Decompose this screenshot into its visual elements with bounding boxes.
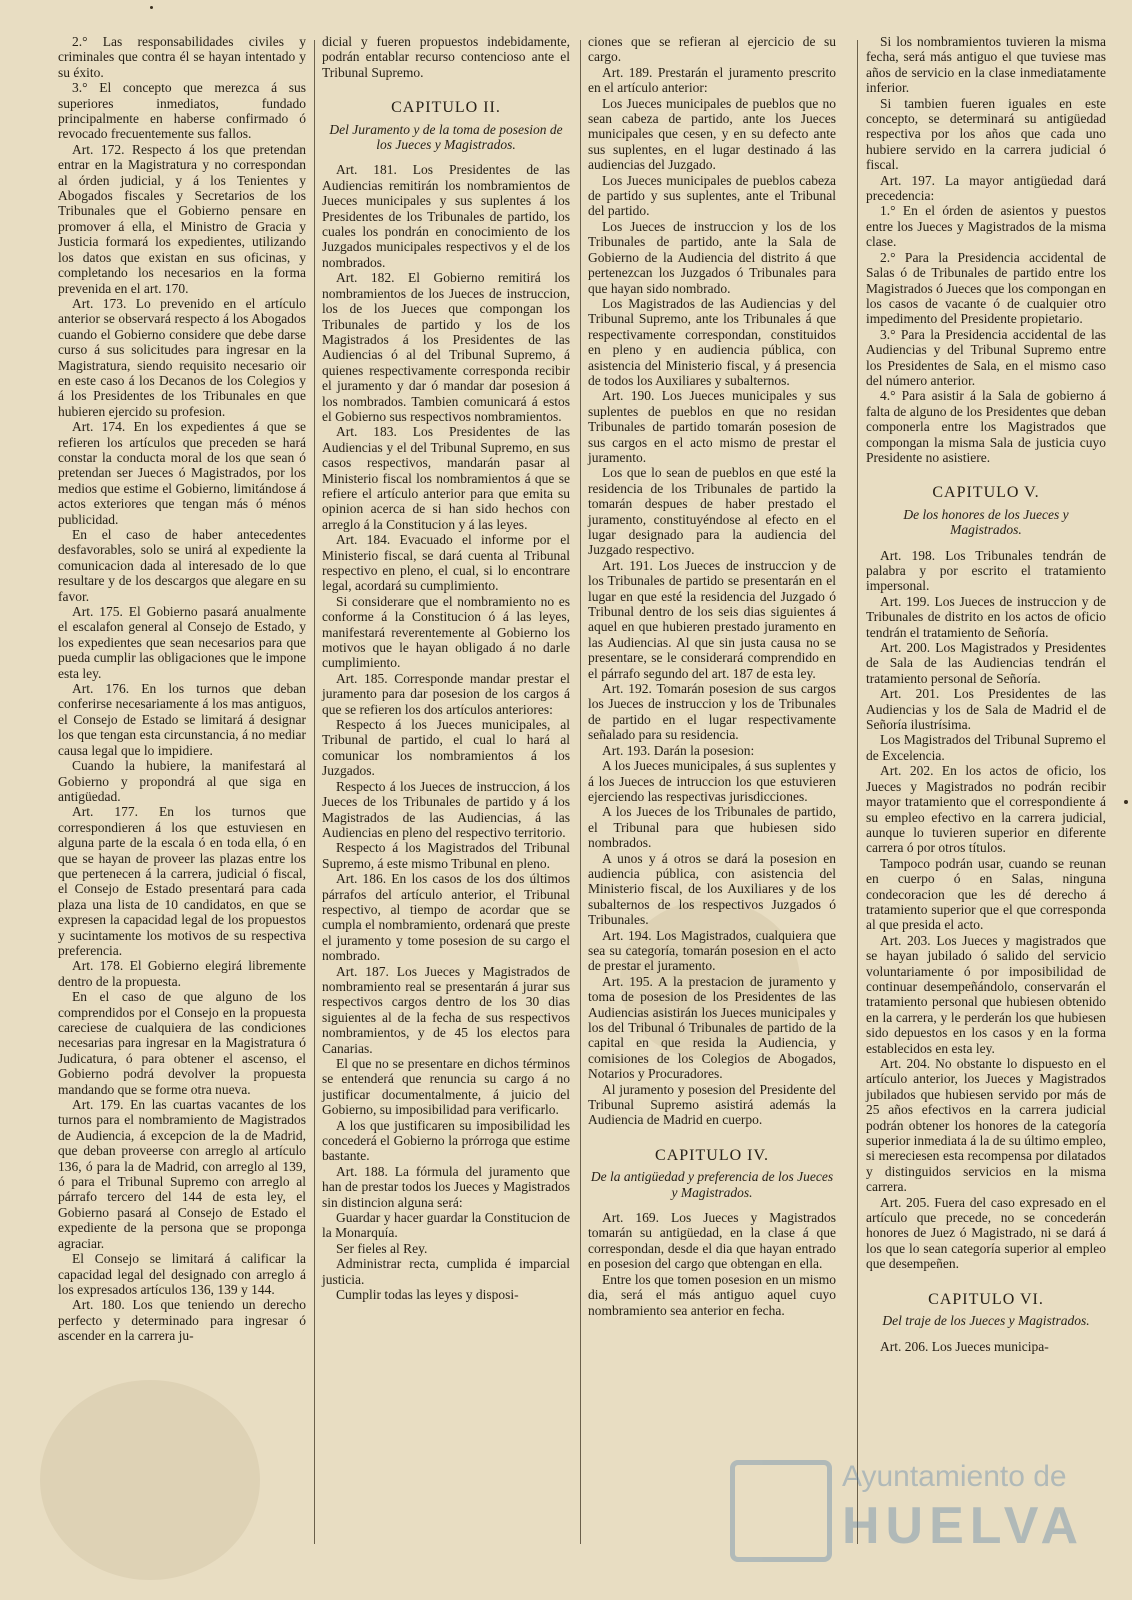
paragraph: Art. 198. Los Tribunales tendrán de palabra y por escrito el tratamiento impersonal. (866, 547, 1106, 594)
chapter-subtitle: De la antigüedad y preferencia de los Jueces y Magistrados. (590, 1169, 834, 1200)
paragraph: Respecto á los Magistrados del Tribunal Supremo, á este mismo Tribunal en pleno. (322, 840, 570, 871)
paragraph: Art. 183. Los Presidentes de las Audiencias y el del Tribunal Supremo, en sus casos respectivos, mandarán pasar al Ministerio fiscal los nombramientos á que se refiere el artículo anterior para que emita su opinion acerca de si han sido hechos con arreglo á la Constitucion y á las leyes. (322, 424, 570, 532)
paragraph: Cuando la hubiere, la manifestará al Gobierno y propondrá al que siga en antigüedad. (58, 758, 306, 804)
ink-speck (1124, 800, 1128, 804)
paragraph: A los Jueces municipales, á sus suplentes y á los Jueces de intruccion los que estuvieren ejerciendo las respectivas jurisdicciones. (588, 758, 836, 804)
text-column-2 (322, 34, 570, 1303)
paragraph: Art. 174. En los expedientes á que se refieren los artículos que preceden se hará constar la conducta moral de los que sean ó pretendan ser Jueces ó Magistrados, por los medios que estime el Gobierno, limitándose á actos exteriores que tengan más ó ménos publicidad. (58, 419, 306, 527)
paragraph: 3.° El concepto que merezca á sus superiores inmediatos, fundado principalmente en haberse confirmado ó revocado frecuentemente sus fallos. (58, 80, 306, 142)
paragraph: Art. 203. Los Jueces y magistrados que se hayan jubilado ó salido del servicio voluntariamente ó por imposibilidad de continuar desempeñándolo, conservarán el tratamiento personal que hubiesen obtenido en la carrera, y le perderán los que hubiesen sido depuestos en los casos y en la forma establecidos en esta ley. (866, 932, 1106, 1056)
column-rule (580, 40, 581, 1544)
text-column-4 (866, 34, 1106, 1354)
chapter-heading: CAPITULO II. (391, 99, 501, 117)
paragraph: A unos y á otros se dará la posesion en audiencia pública, con asistencia del Ministerio fiscal, de los Auxiliares y de los subalternos de los respectivos Juzgados ó Tribunales. (588, 850, 836, 928)
paragraph: Art. 178. El Gobierno elegirá libremente dentro de la propuesta. (58, 958, 306, 989)
paragraph: Art. 184. Evacuado el informe por el Ministerio fiscal, se dará cuenta al Tribunal respectivo en pleno, el cual, si lo encontrare legal, acordará su cumplimiento. (322, 532, 570, 594)
text-column-1 (58, 34, 306, 1344)
paragraph: Entre los que tomen posesion en un mismo dia, será el más antiguo aquel cuyo nombramiento sea anterior en fecha. (588, 1271, 836, 1318)
paragraph: Administrar recta, cumplida é imparcial justicia. (322, 1256, 570, 1287)
paragraph: Art. 175. El Gobierno pasará anualmente el escalafon general al Consejo de Estado, y los expedientes que sean necesarios para que pueda cumplir las obligaciones que le impone esta ley. (58, 604, 306, 681)
paragraph: En el caso de que alguno de los comprendidos por el Consejo en la propuesta careciese de cualquiera de las condiciones necesarias para ingresar en la Magistratura ó Judicatura, ó para obtener el ascenso, el Gobierno podrá devolver la propuesta mandando que se forme otra nueva. (58, 989, 306, 1097)
chapter-subtitle: Del Juramento y de la toma de posesion de los Jueces y Magistrados. (329, 121, 563, 153)
paragraph: A los Jueces de los Tribunales de partido, el Tribunal para que hubiesen sido nombrados. (588, 804, 836, 851)
paragraph: Tampoco podrán usar, cuando se reunan en cuerpo ó en Salas, ninguna condecoracion que les dé derecho á tratamiento superior que el que corresponda al que presida el acto. (866, 855, 1106, 933)
chapter-heading: CAPITULO V. (932, 484, 1040, 502)
paragraph: Los Jueces de instruccion y los de los Tribunales de partido, ante la Sala de Gobierno de la Audiencia del distrito á que pertenezcan los Juzgados ó Tribunales para que hayan sido nombrado. (588, 218, 836, 296)
paper-stain (40, 1380, 260, 1580)
column-rule (314, 40, 315, 1544)
paragraph: Art. 192. Tomarán posesion de sus cargos los Jueces de instruccion y los de Tribunales de partido en el lugar respectivamente señalado para su residencia. (588, 681, 836, 743)
paragraph: 1.° En el órden de asientos y puestos entre los Jueces y Magistrados de la misma clase. (866, 203, 1106, 250)
paragraph: Art. 191. Los Jueces de instruccion y de los Tribunales de partido se presentarán en el lugar en que esté la residencia del Juzgado ó Tribunal dentro de los seis dias siguientes á aquel en que hubieren prestado juramento en las Audiencias. Al que sin justa causa no se presentare, se le considerará comprendido en el párrafo segundo del art. 187 de esta ley. (588, 557, 836, 681)
paragraph: Art. 200. Los Magistrados y Presidentes de Sala de las Audiencias tendrán el tratamiento personal de Señoría. (866, 640, 1106, 686)
paragraph: Art. 172. Respecto á los que pretendan entrar en la Magistratura y no correspondan al órden judicial, y á los Tenientes y Abogados fiscales y Secretarios de los Tribunales que el Gobierno pensare en promover á ella, el Ministro de Gracia y Justicia formará los expedientes, utilizando los datos que existan en sus oficinas, y completando los necesarios en la forma prevenida en el art. 170. (58, 141, 306, 296)
paragraph: Art. 177. En los turnos que correspondieren á los que estuviesen en alguna parte de la escala ó en toda ella, ó en que se hayan de proveer las plazas entre los que pertenecen á la carrera, judicial ó fiscal, el Consejo de Estado presentará para cada plaza una lista de 10 candidatos, en que se expresen la capacidad legal de los propuestos y sucintamente los motivos de su respectiva preferencia. (58, 804, 306, 958)
paragraph: Art. 186. En los casos de los dos últimos párrafos del artículo anterior, el Tribunal respectivo, al tiempo de acordar que se cumpla el nombramiento, ordenará que preste el juramento y tome posesion de su cargo el nombrado. (322, 871, 570, 964)
paragraph: A los que justificaren su imposibilidad les concederá el Gobierno la prórroga que estime bastante. (322, 1117, 570, 1164)
paragraph: Art. 190. Los Jueces municipales y sus suplentes de pueblos en que no residan Tribunales de partido tomarán posesion de sus cargos en el acto mismo de prestar el juramento. (588, 388, 836, 465)
paragraph: Los que lo sean de pueblos en que esté la residencia de los Tribunales de partido la tomarán despues de haber prestado el juramento, constituyéndose al efecto en el lugar designado para la audiencia del Juzgado respectivo. (588, 465, 836, 558)
paragraph: 3.° Para la Presidencia accidental de las Audiencias y del Tribunal Supremo entre los Presidentes de Sala, en el mismo caso del número anterior. (866, 326, 1106, 388)
paragraph: Si considerare que el nombramiento no es conforme á la Constitucion ó á las leyes, manifestará reverentemente al Gobierno los motivos que le hayan obligado á no darle cumplimiento. (322, 593, 570, 671)
chapter-heading: CAPITULO IV. (655, 1146, 769, 1164)
paragraph: Art. 201. Los Presidentes de las Audiencias y los de Sala de Madrid el de Señoría ilustrísima. (866, 686, 1106, 733)
paragraph: Si tambien fueren iguales en este concepto, se determinará su antigüedad respectiva por los años que cada uno hubiere servido en la carrera judicial ó fiscal. (866, 95, 1106, 173)
paragraph: El que no se presentare en dichos términos se entenderá que renuncia su cargo á no justificar documentalmente, á juicio del Gobierno, su imposibilidad para verificarlo. (322, 1056, 570, 1118)
paragraph: Art. 195. A la prestacion de juramento y toma de posesion de los Presidentes de las Audiencias asistirán los Jueces municipales y los del Tribunal ó Tribunales de partido de la capital en que resida la Audiencia, y comisiones de los Colegios de Abogados, Notarios y Procuradores. (588, 973, 836, 1082)
paragraph: Art. 180. Los que teniendo un derecho perfecto y determinado para ingresar ó ascender en la carrera ju- (58, 1297, 306, 1344)
paragraph: Art. 206. Los Jueces municipa- (880, 1338, 1049, 1354)
column-rule (857, 40, 858, 1544)
paragraph: Los Jueces municipales de pueblos cabeza de partido y sus suplentes, ante el Tribunal del partido. (588, 172, 836, 219)
paragraph: Ser fieles al Rey. (336, 1240, 428, 1256)
paragraph: Art. 193. Darán la posesion: (602, 742, 755, 758)
watermark-line-1: Ayuntamiento de (842, 1460, 1067, 1493)
paragraph: Art. 197. La mayor antigüedad dará precedencia: (866, 172, 1106, 204)
paragraph: 2.° Las responsabilidades civiles y criminales que contra él se hayan intentado y su éxito. (58, 34, 306, 80)
paragraph: Art. 205. Fuera del caso expresado en el artículo que precede, no se concederán honores de Juez ó Magistrado, ni se dará á los que lo sean categoría superior al empleo que desempeñen. (866, 1194, 1106, 1272)
ink-speck (150, 6, 153, 9)
paragraph: Art. 189. Prestarán el juramento prescrito en el artículo anterior: (588, 64, 836, 96)
paragraph: En el caso de haber antecedentes desfavorables, solo se unirá al expediente la comunicacion dada al interesado de lo que resultare y de los descargos que alegare en su favor. (58, 527, 306, 604)
paragraph: Cumplir todas las leyes y disposi- (336, 1287, 519, 1303)
paragraph: Los Jueces municipales de pueblos que no sean cabeza de partido, ante los Jueces municipales que cesen, y en su defecto ante sus suplentes, en el lugar destinado á las audiencias del Juzgado. (588, 95, 836, 173)
paragraph: Art. 187. Los Jueces y Magistrados de nombramiento real se presentarán á jurar sus respectivos cargos dentro de los 30 dias siguientes al de la fecha de sus respectivos nombramientos, y de 45 los electos para Canarias. (322, 963, 570, 1056)
paragraph: Art. 199. Los Jueces de instruccion y de Tribunales de distrito en los actos de oficio tendrán el tratamiento de Señoría. (866, 593, 1106, 640)
paragraph: Al juramento y posesion del Presidente del Tribunal Supremo asistirá además la Audiencia de Madrid en cuerpo. (588, 1081, 836, 1128)
paragraph: Art. 181. Los Presidentes de las Audiencias remitirán los nombramientos de Jueces municipales y sus suplentes á los Presidentes de los Tribunales de partido, los cuales los pondrán en conocimiento de los Juzgados municipales respectivos y el de los nombrados. (322, 162, 570, 270)
archive-watermark (730, 1450, 1110, 1560)
chapter-subtitle: De los honores de los Jueces y Magistrados. (903, 506, 1069, 538)
paragraph: Art. 176. En los turnos que deban conferirse necesariamente á los mas antiguos, el Consejo de Estado se limitará á designar los que tengan esta circunstancia, á no mediar causa legal que lo impidiere. (58, 681, 306, 758)
continued-paragraph: ciones que se refieran al ejercicio de su cargo. (588, 34, 836, 65)
paragraph: Art. 188. La fórmula del juramento que han de prestar todos los Jueces y Magistrados sin distincion alguna será: (322, 1163, 570, 1210)
watermark-line-2: HUELVA (842, 1497, 1085, 1555)
paragraph: Art. 185. Corresponde mandar prestar el juramento para dar posesion de los cargos á que se refieren los dos artículos anteriores: (322, 670, 570, 717)
paragraph: Art. 169. Los Jueces y Magistrados tomarán su antigüedad, en la clase á que correspondan, desde el dia que hayan entrado en posesion del cargo que obtengan en ella. (588, 1210, 836, 1272)
paragraph: Respecto á los Jueces municipales, al Tribunal de partido, el cual lo hará al comunicar los nombramientos á los Juzgados. (322, 717, 570, 779)
chapter-heading: CAPITULO VI. (928, 1290, 1044, 1308)
chapter-subtitle: Del traje de los Jueces y Magistrados. (882, 1313, 1090, 1329)
paragraph: Art. 194. Los Magistrados, cualquiera que sea su categoría, tomarán posesion en el acto de prestar el juramento. (588, 927, 836, 974)
paragraph: Art. 179. En las cuartas vacantes de los turnos para el nombramiento de Magistrados de Audiencia, á excepcion de la de Madrid, que deban proveerse con arreglo al artículo 136, ó para la de Madrid, con arreglo al 139, ó para el Tribunal Supremo con arreglo al párrafo tercero del 144 de esta ley, el Gobierno pasará al Consejo de Estado el expediente de la persona que se proponga agraciar. (58, 1097, 306, 1251)
continued-paragraph: dicial y fueren propuestos indebidamente, podrán entablar recurso contencioso ante el Tribunal Supremo. (322, 34, 570, 80)
paragraph: El Consejo se limitará á calificar la capacidad legal del designado con arreglo á los expresados artículos 136, 139 y 144. (58, 1251, 306, 1297)
paragraph: Art. 202. En los actos de oficio, los Jueces y Magistrados no podrán recibir mayor tratamiento que el correspondiente á su empleo efectivo en la carrera judicial, aunque lo tuvieren superior en diferente carrera ó por otros títulos. (866, 763, 1106, 856)
paragraph: Guardar y hacer guardar la Constitucion de la Monarquía. (322, 1210, 570, 1241)
paragraph: 4.° Para asistir á la Sala de gobierno á falta de alguno de los Presidentes que deban componerla entre los Magistrados que compongan la misma Sala de justicia cuyo Presidente no asistiere. (866, 388, 1106, 465)
paragraph: Art. 204. No obstante lo dispuesto en el artículo anterior, los Jueces y Magistrados jubilados que hubiesen servido por más de 25 años efectivos en la carrera judicial podrán obtener los honores de la categoría superior inmediata á la de su último empleo, si mereciesen esta recompensa por dilatados y distinguidos servicios en la misma carrera. (866, 1056, 1106, 1195)
paragraph: 2.° Para la Presidencia accidental de Salas ó de Tribunales de partido entre los Magistrados ó Jueces que los compongan en los casos de vacante ó de cualquier otro impedimento del Presidente propietario. (866, 249, 1106, 327)
paragraph: Si los nombramientos tuvieren la misma fecha, será más antiguo el que tuviese mas años de servicio en la clase inmediatamente inferior. (866, 34, 1106, 96)
coat-of-arms-icon (730, 1460, 832, 1562)
paragraph: Los Magistrados de las Audiencias y del Tribunal Supremo, ante los Tribunales á que respectivamente correspondan, constituidos en pleno y en audiencia pública, con asistencia del Ministerio fiscal, y á presencia de todos los Auxiliares y subalternos. (588, 295, 836, 388)
paragraph: Art. 173. Lo prevenido en el artículo anterior se observará respecto á los Abogados cuando el Gobierno considere que debe darse curso á sus solicitudes para ingresar en la Magistratura, siendo requisito necesario oir en este caso á los Decanos de los Colegios y á los Presidentes de los Tribunales en que hubieren ejercido su profesion. (58, 295, 306, 419)
paragraph: Los Magistrados del Tribunal Supremo el de Excelencia. (866, 732, 1106, 763)
paragraph: Art. 182. El Gobierno remitirá los nombramientos de los Jueces de instruccion, los de los Jueces que compongan los Tribunales de partido y los de los Magistrados á los Presidentes de las Audiencias ó al del Tribunal Supremo, á quienes respectivamente corresponda recibir el juramento y dar ó mandar dar posesion á los nombrados. Tambien comunicará á estos el Gobierno sus respectivos nombramientos. (322, 270, 570, 424)
paragraph: Respecto á los Jueces de instruccion, á los Jueces de los Tribunales de partido y á los Magistrados de las Audiencias, á las Audiencias en pleno del respectivo territorio. (322, 778, 570, 840)
text-column-3 (588, 34, 836, 1318)
